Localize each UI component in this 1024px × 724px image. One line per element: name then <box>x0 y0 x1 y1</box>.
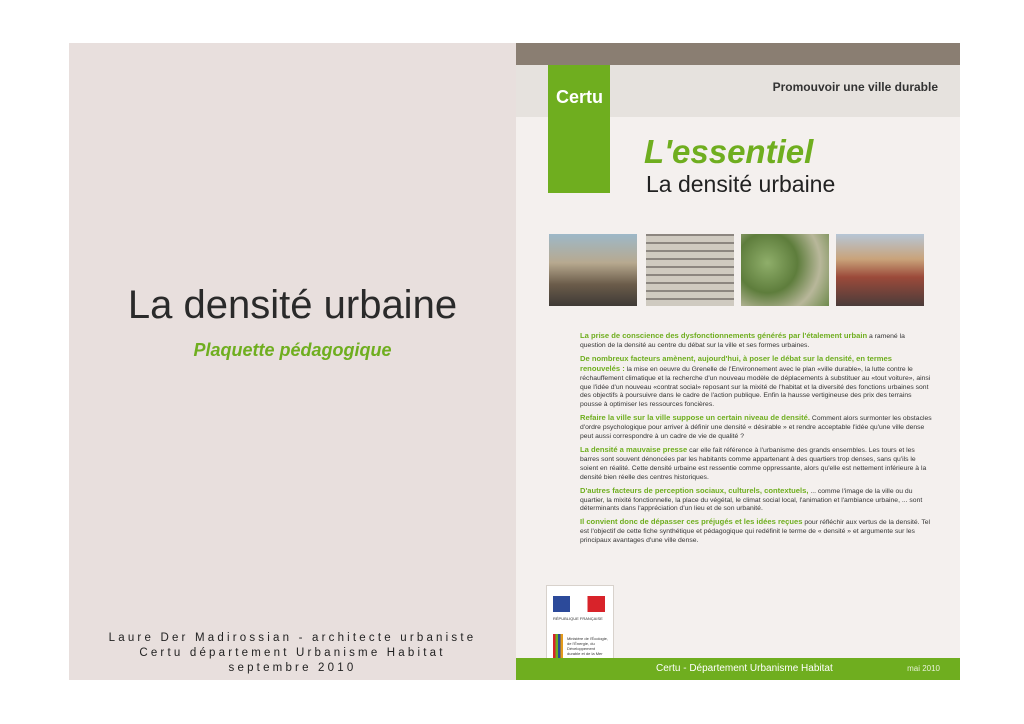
republique-label: RÉPUBLIQUE FRANÇAISE <box>553 616 603 621</box>
paragraph-lead: La prise de conscience des dysfonctionnements générés par l'étalement urbain <box>580 331 868 340</box>
french-flag-icon <box>553 596 605 612</box>
photo-aerial-view <box>741 234 829 306</box>
paragraph-lead: Il convient donc de dépasser ces préjugés et les idées reçues <box>580 517 803 527</box>
top-band <box>516 43 960 65</box>
credits <box>69 631 516 676</box>
ministry-label: Ministère de l'Écologie, de l'Énergie, du Développement durable et de la Mer <box>567 636 609 656</box>
title-slide <box>69 43 516 680</box>
photo-apartment-block <box>646 234 734 306</box>
series-title: L'essentiel <box>644 133 814 170</box>
paragraph <box>580 414 932 442</box>
date-line: septembre 2010 <box>228 662 357 674</box>
paragraph-text: a ramené la question de la densité au centre du débat sur la ville et ses formes urbaines. <box>580 333 905 349</box>
slide-subtitle: Plaquette pédagogique <box>193 340 392 360</box>
photo-street-crowd <box>836 234 924 306</box>
department-line: Certu département Urbanisme Habitat <box>139 647 446 659</box>
brochure-body <box>580 332 932 550</box>
brochure-title: La densité urbaine <box>646 171 836 197</box>
certu-logo: Certu <box>556 87 604 107</box>
paragraph <box>580 446 932 483</box>
paragraph-lead: La densité a mauvaise presse <box>580 444 688 454</box>
paragraph-lead: De nombreux facteurs amènent, aujourd'hui, à poser le débat sur la densité, en termes renouvelés : <box>580 353 892 373</box>
paragraph-lead: Refaire la ville sur la ville suppose un certain niveau de densité. <box>580 413 811 423</box>
tagline: Promouvoir une ville durable <box>772 80 938 94</box>
paragraph <box>580 487 932 515</box>
footer-label: Certu - Département Urbanisme Habitat <box>656 663 833 674</box>
photo-tramway <box>549 234 637 306</box>
paragraph <box>580 355 932 410</box>
footer-date: mai 2010 <box>907 664 940 673</box>
paragraph-text: Comment alors surmonter les obstacles d'ordre psychologique pour arriver à définir une densité « désirable » et rendre acceptable l'idée qu'une ville dense peut aussi correspondre à un cadre de vie de qualité ? <box>580 415 932 441</box>
paragraph-text: la mise en oeuvre du Grenelle de l'Environnement avec le plan «ville durable», la lutte contre le réchauffement climatique et la recherche d'un nouveau modèle de déplacements à substituer au «tout voiture», ainsi que l'idée d'un nouveau «contrat social» reposant sur la mixité de l'habitat et la diversité des fonctions urbaines sont des objectifs à poursuivre dans le cadre de l'action publique. Enfin la hausse vertigineuse des prix des terrains pousse à optimiser les ressources foncières. <box>580 365 931 409</box>
paragraph <box>580 332 932 351</box>
slide-title: La densité urbaine <box>127 283 458 327</box>
footer-band <box>516 658 960 680</box>
paragraph-text: ... comme l'image de la ville ou du quartier, la mixité fonctionnelle, la place du végétal, le climat social local, l'animation et l'ambiance urbaine, ... sont déterminants dans l'appréciation d'un lieu et de son urbanité. <box>580 487 923 513</box>
certu-logo-box <box>548 65 610 193</box>
author-line: Laure Der Madirossian - architecte urbaniste <box>108 632 477 644</box>
paragraph-text: pour réfléchir aux vertus de la densité. Tel est l'objectif de cette fiche synthétique et pédagogique qui redéfinit le terme de « densité » et argumente sur les principaux avantages d'une ville dense. <box>580 519 931 545</box>
paragraph-lead: D'autres facteurs de perception sociaux, culturels, contextuels, <box>580 485 809 495</box>
paragraph <box>580 518 932 546</box>
paragraph-text: car elle fait référence à l'urbanisme des grands ensembles. Les tours et les barres sont souvent dénoncées par les habitants comme appartenant à des quartiers trop denses, sans qu'ils le soient en réalité. Cette densité urbaine est ressentie comme oppressante, alors qu'elle est nettement inférieure à la densité bien réelle des centres historiques. <box>580 446 927 481</box>
brochure-cover <box>516 43 960 680</box>
